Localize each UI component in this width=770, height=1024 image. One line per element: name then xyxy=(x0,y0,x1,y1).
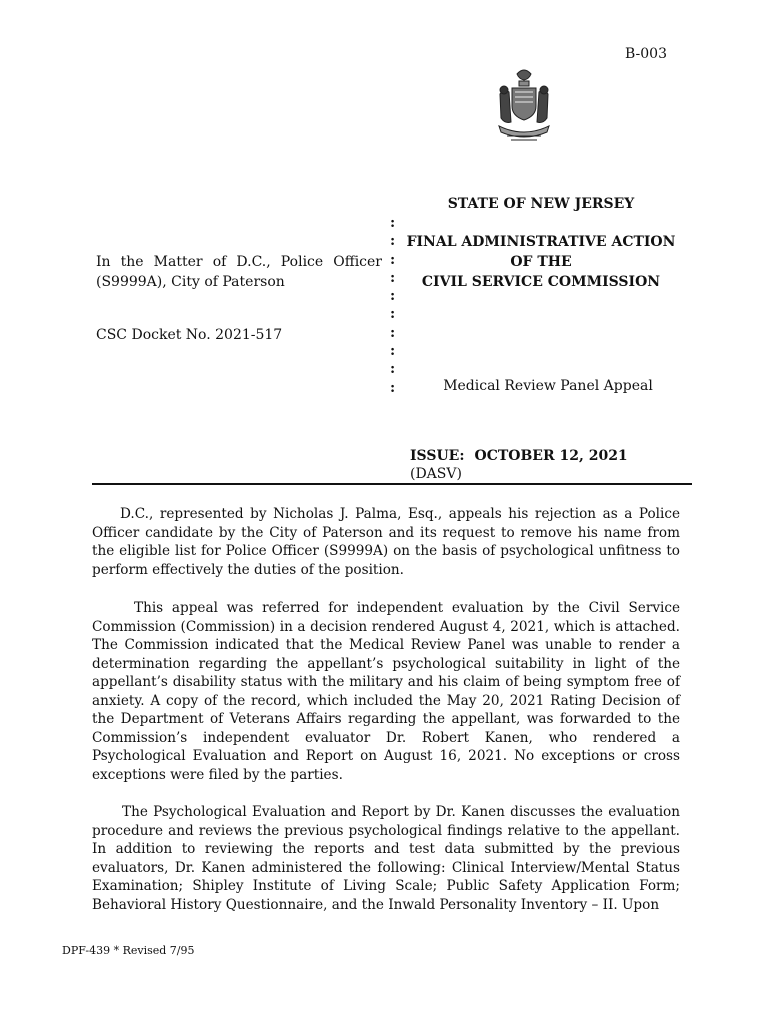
colon: : xyxy=(390,361,396,378)
issue-code: (DASV) xyxy=(410,466,462,482)
issue-line xyxy=(410,448,628,464)
form-footer: DPF-439 * Revised 7/95 xyxy=(62,944,195,957)
matter-caption: In the Matter of D.C., Police Officer (S9999A), City of Paterson xyxy=(96,254,382,290)
colon: : xyxy=(390,306,396,323)
colon: : xyxy=(390,269,396,286)
colon: : xyxy=(390,379,396,396)
colon: : xyxy=(390,233,396,250)
action-line: FINAL ADMINISTRATIVE ACTION xyxy=(406,234,676,250)
colon: : xyxy=(390,343,396,360)
header-divider xyxy=(92,483,692,485)
appeal-type: Medical Review Panel Appeal xyxy=(443,378,653,394)
colon: : xyxy=(390,251,396,268)
colon: : xyxy=(390,288,396,305)
caption-colon-column xyxy=(390,214,402,397)
document-id: B-003 xyxy=(625,46,667,62)
body-paragraph: This appeal was referred for independent evaluation by the Civil Service Commission (Commission) in a decision rendered August 4, 2021, which is attached. The Commission indicated that the Medical Review Panel was unable to render a determination regarding the appellant’s psychological suitability in light of the appellant’s disability status with the military and his claim of being symptom free of anxiety. A copy of the record, which included the May 20, 2021 Rating Decision of the Department of Veterans Affairs regarding the appellant, was forwarded to the Commission’s independent evaluator Dr. Robert Kanen, who rendered a Psychological Evaluation and Report on August 16, 2021. No exceptions or cross exceptions were filed by the parties. xyxy=(92,600,680,783)
colon: : xyxy=(390,324,396,341)
state-title: STATE OF NEW JERSEY xyxy=(447,196,635,212)
action-line: OF THE xyxy=(510,254,572,270)
body-paragraph: The Psychological Evaluation and Report by Dr. Kanen discusses the evaluation procedure and reviews the previous psychological findings relative to the appellant. In addition to reviewing the reports and test data submitted by the previous evaluators, Dr. Kanen administered the following: Clinical Interview/Mental Status Examination; Shipley Institute of Living Scale; Public Safety Application Form; Behavioral History Questionnaire, and the Inwald Personality Inventory – II. Upon xyxy=(92,804,680,913)
colon: : xyxy=(390,215,396,231)
issue-date: OCTOBER 12, 2021 xyxy=(474,448,628,464)
action-line: CIVIL SERVICE COMMISSION xyxy=(421,274,661,290)
body-paragraph: D.C., represented by Nicholas J. Palma, Esq., appeals his rejection as a Police Officer candidate by the City of Paterson and its request to remove his name from the eligible list for Police Officer (S9999A) on the basis of psychological unfitness to perform effectively the duties of the position. xyxy=(92,506,680,578)
issue-label: ISSUE: xyxy=(410,448,465,464)
docket-number: CSC Docket No. 2021-517 xyxy=(96,327,283,343)
state-seal-icon xyxy=(495,64,553,144)
action-title xyxy=(400,232,682,292)
